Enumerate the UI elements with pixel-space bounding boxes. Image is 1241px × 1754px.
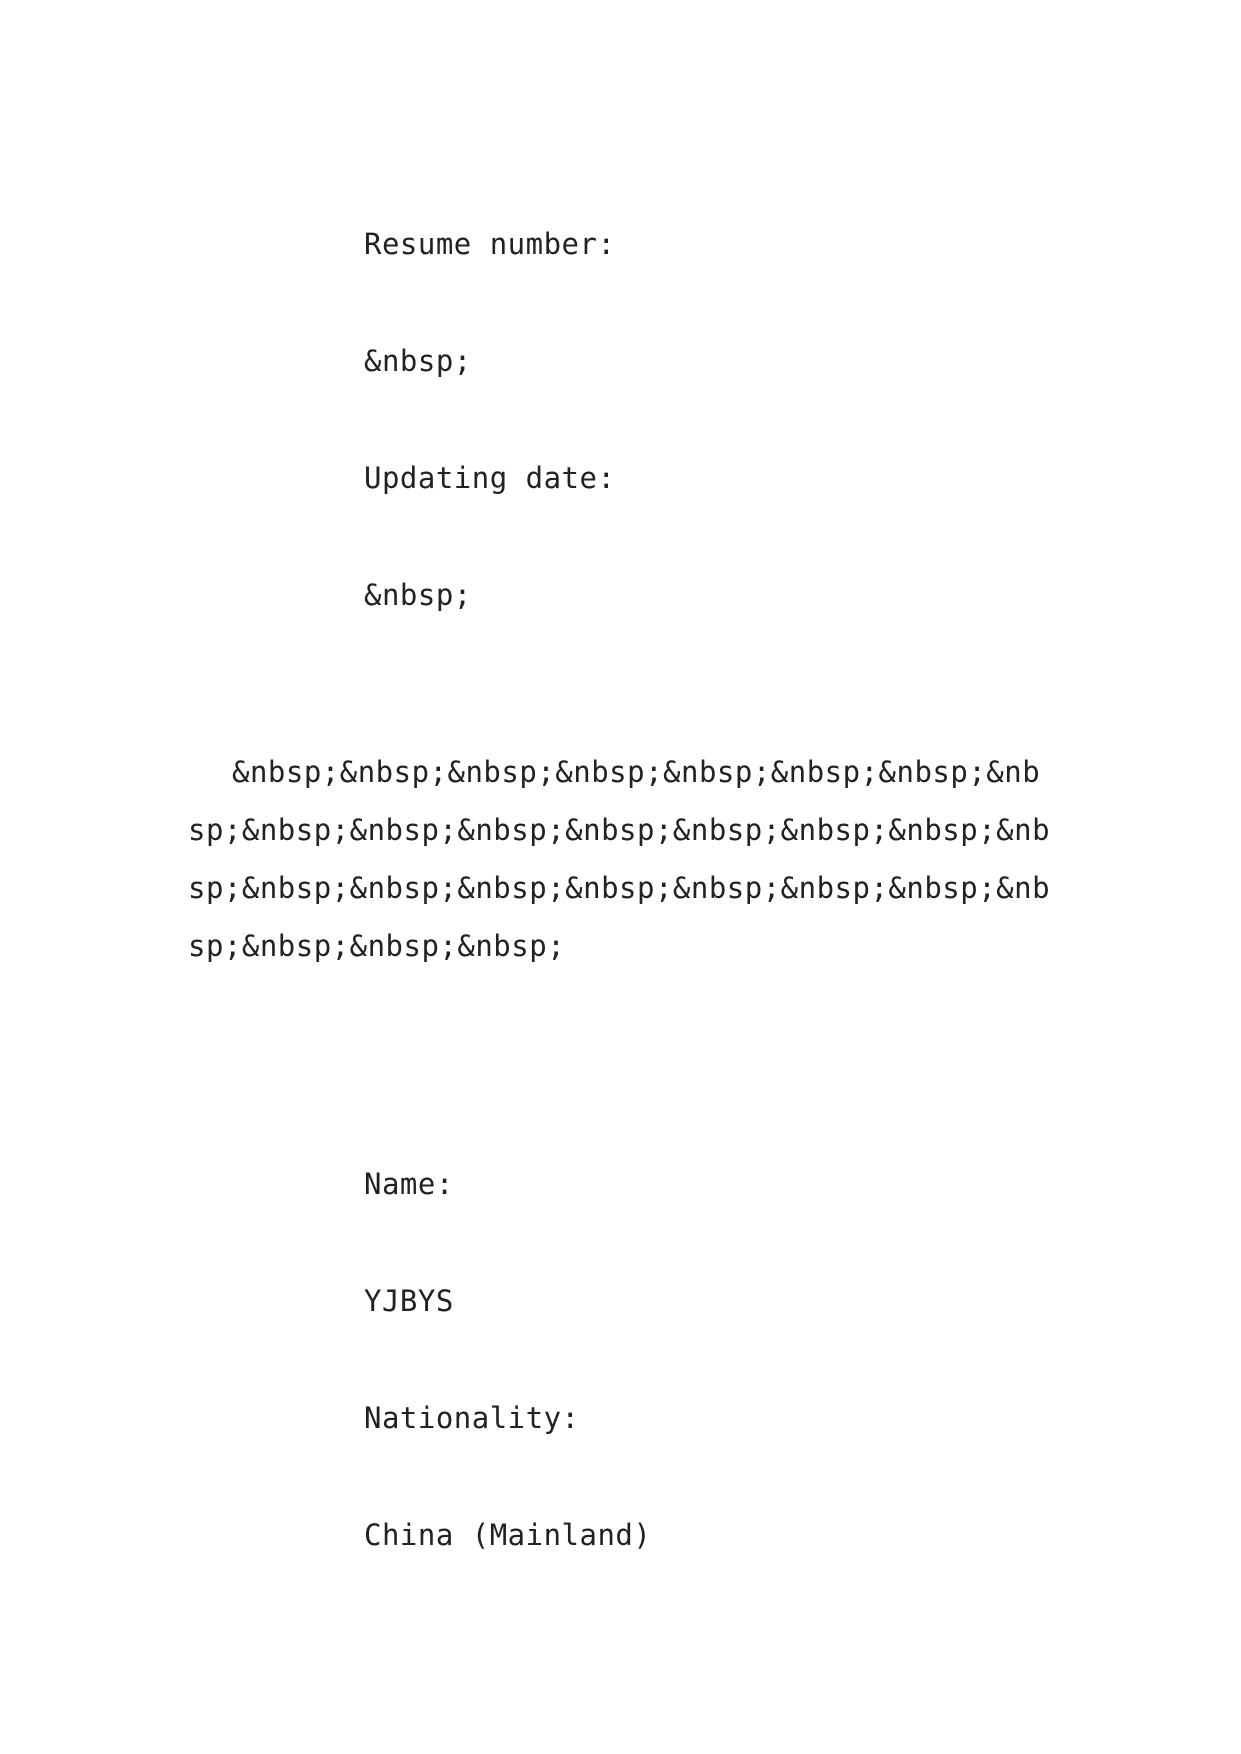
spacer-paragraph (188, 743, 1058, 975)
resume-number-value: &nbsp; (364, 344, 472, 378)
updating-date-label: Updating date: (364, 461, 616, 495)
resume-number-label: Resume number: (364, 227, 616, 261)
spacer-text: &nbsp;&nbsp;&nbsp;&nbsp;&nbsp;&nbsp;&nbsp;&nbsp;&nbsp;&nbsp;&nbsp;&nbsp;&nbsp;&nbsp;&nbsp;&nbsp;&nbsp;&nbsp;&nbsp;&nbsp;&nbsp;&nbsp;&nbsp;&nbsp;&nbsp;&nbsp;&nbsp; (188, 755, 1051, 963)
name-label: Name: (364, 1167, 454, 1201)
updating-date-value: &nbsp; (364, 578, 472, 612)
nationality-label: Nationality: (364, 1401, 580, 1435)
name-value: YJBYS (364, 1284, 454, 1318)
nationality-value: China (Mainland) (364, 1518, 652, 1552)
